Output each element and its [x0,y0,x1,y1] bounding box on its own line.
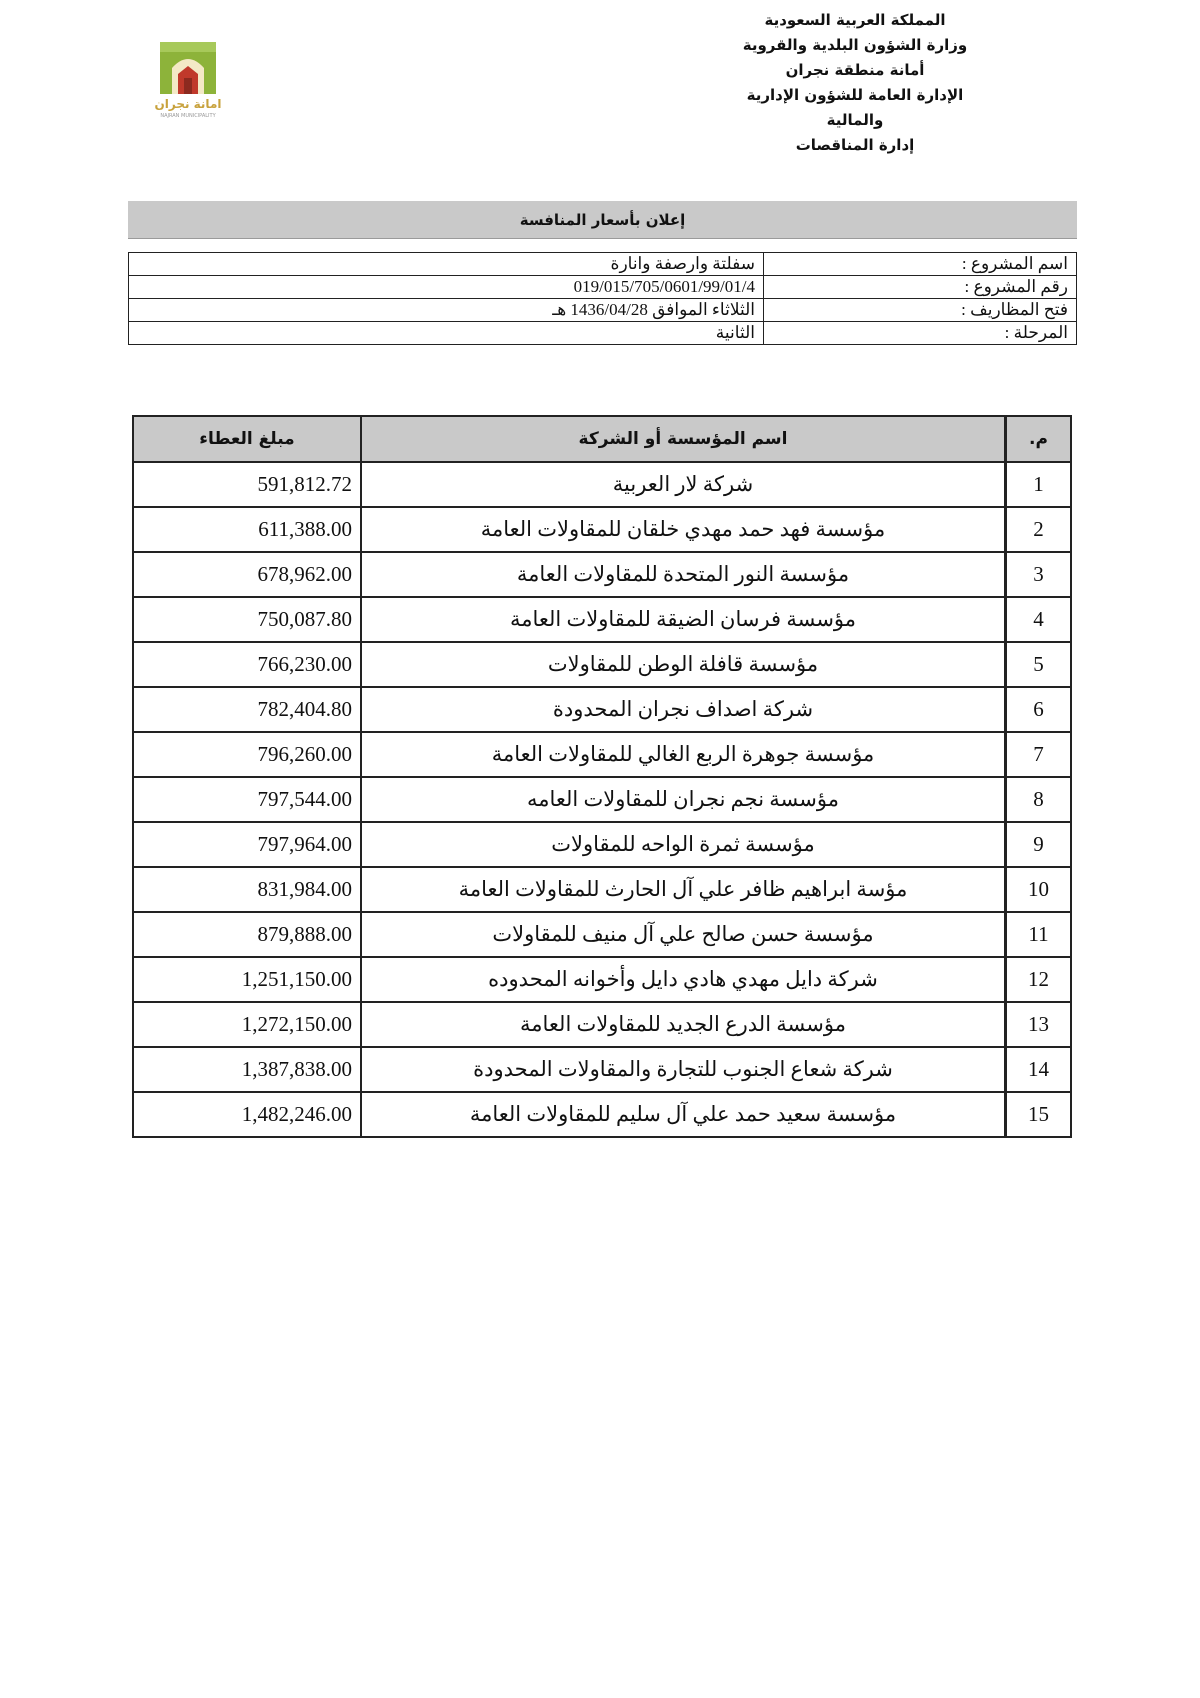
bid-amount: 1,387,838.00 [133,1047,361,1092]
bid-amount: 782,404.80 [133,687,361,732]
bid-amount: 797,544.00 [133,777,361,822]
row-number: 7 [1006,732,1072,777]
row-number: 4 [1006,597,1072,642]
table-row [133,912,1071,957]
company-name: شركة لار العربية [361,462,1006,507]
company-name: شركة دايل مهدي هادي دايل وأخوانه المحدوده [361,957,1006,1002]
project-info-label: اسم المشروع : [764,253,1077,276]
table-row [133,462,1071,507]
logo-text: امانة نجران [154,97,222,111]
row-number: 5 [1006,642,1072,687]
table-row [133,867,1071,912]
col-name-header: اسم المؤسسة أو الشركة [361,416,1006,462]
row-number: 11 [1006,912,1072,957]
project-info-value: الثانية [129,322,764,345]
bid-amount: 611,388.00 [133,507,361,552]
table-row [133,687,1071,732]
bids-table-header [133,416,1071,462]
table-row [133,822,1071,867]
row-number: 13 [1006,1002,1072,1047]
header-line: المملكة العربية السعودية [764,11,946,29]
org-header [725,8,985,158]
bid-amount: 879,888.00 [133,912,361,957]
table-row [133,732,1071,777]
header-line: الإدارة العامة للشؤون الإدارية [746,86,964,104]
company-name: مؤسسة الدرع الجديد للمقاولات العامة [361,1002,1006,1047]
project-info-row [129,276,1077,299]
row-number: 6 [1006,687,1072,732]
row-number: 14 [1006,1047,1072,1092]
company-name: مؤسسة نجم نجران للمقاولات العامه [361,777,1006,822]
table-row [133,1002,1071,1047]
bid-amount: 750,087.80 [133,597,361,642]
announcement-title: إعلان بأسعار المنافسة [128,201,1077,239]
bid-amount: 1,251,150.00 [133,957,361,1002]
company-name: مؤسسة فهد حمد مهدي خلقان للمقاولات العامة [361,507,1006,552]
project-info-row [129,322,1077,345]
company-name: مؤسسة ثمرة الواحه للمقاولات [361,822,1006,867]
bid-amount: 831,984.00 [133,867,361,912]
company-name: مؤسة ابراهيم ظافر علي آل الحارث للمقاولات العامة [361,867,1006,912]
municipality-logo [138,38,238,120]
table-row [133,507,1071,552]
project-info-value: الثلاثاء الموافق 1436/04/28 هـ [129,299,764,322]
company-name: شركة اصداف نجران المحدودة [361,687,1006,732]
bid-amount: 797,964.00 [133,822,361,867]
row-number: 15 [1006,1092,1072,1137]
row-number: 8 [1006,777,1072,822]
company-name: شركة شعاع الجنوب للتجارة والمقاولات المحدودة [361,1047,1006,1092]
company-name: مؤسسة سعيد حمد علي آل سليم للمقاولات العامة [361,1092,1006,1137]
project-info-label: المرحلة : [764,322,1077,345]
project-info-label: رقم المشروع : [764,276,1077,299]
header-line: أمانة منطقة نجران [785,61,925,79]
bid-amount: 1,482,246.00 [133,1092,361,1137]
table-row [133,1047,1071,1092]
row-number: 10 [1006,867,1072,912]
bid-amount: 1,272,150.00 [133,1002,361,1047]
row-number: 3 [1006,552,1072,597]
company-name: مؤسسة جوهرة الربع الغالي للمقاولات العامة [361,732,1006,777]
bid-amount: 766,230.00 [133,642,361,687]
project-info-value: سفلتة وارصفة وانارة [129,253,764,276]
table-row [133,642,1071,687]
col-number-header: م. [1006,416,1072,462]
bid-amount: 591,812.72 [133,462,361,507]
table-row [133,597,1071,642]
project-info-value: 019/015/705/0601/99/01/4 [129,276,764,299]
project-info-row [129,299,1077,322]
table-row [133,777,1071,822]
header-line: وزارة الشؤون البلدية والقروية [742,36,968,54]
logo-subtext: NAJRAN MUNICIPALITY [160,113,216,119]
company-name: مؤسسة حسن صالح علي آل منيف للمقاولات [361,912,1006,957]
table-row [133,957,1071,1002]
row-number: 12 [1006,957,1072,1002]
header-line: إدارة المناقصات [795,136,915,154]
company-name: مؤسسة النور المتحدة للمقاولات العامة [361,552,1006,597]
project-info-label: فتح المظاريف : [764,299,1077,322]
col-amount-header: مبلغ العطاء [133,416,361,462]
bid-amount: 796,260.00 [133,732,361,777]
table-row [133,552,1071,597]
company-name: مؤسسة فرسان الضيقة للمقاولات العامة [361,597,1006,642]
table-row [133,1092,1071,1137]
bids-table [132,415,1072,1138]
row-number: 1 [1006,462,1072,507]
company-name: مؤسسة قافلة الوطن للمقاولات [361,642,1006,687]
bid-amount: 678,962.00 [133,552,361,597]
project-info-table [128,252,1077,345]
header-line: والمالية [826,111,884,129]
project-info-row [129,253,1077,276]
row-number: 2 [1006,507,1072,552]
row-number: 9 [1006,822,1072,867]
